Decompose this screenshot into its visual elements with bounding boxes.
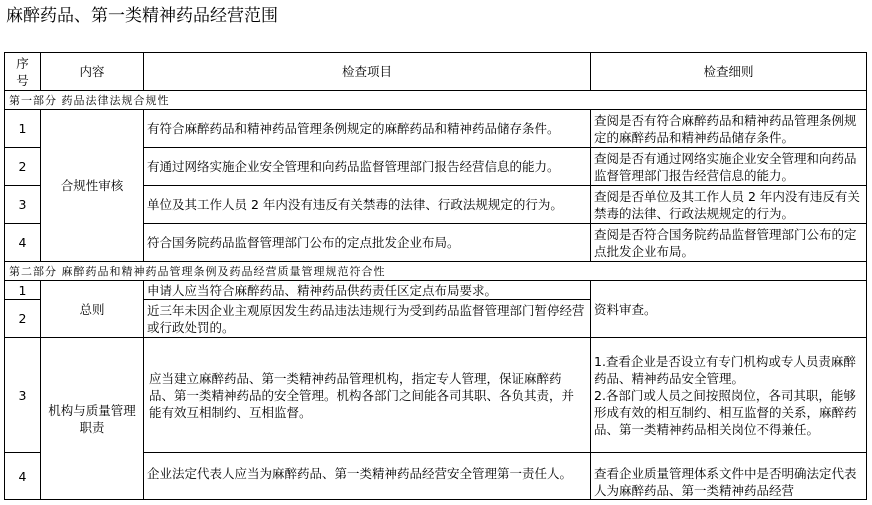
seq-cell: 2 xyxy=(5,148,41,186)
category-cell: 总则 xyxy=(41,281,144,338)
detail-line-1: 1.查看企业是否设立有专门机构或专人员责麻醉药品、精神药品安全管理。 xyxy=(594,353,856,386)
seq-cell: 1 xyxy=(5,110,41,148)
detail-line-2: 2.各部门或人员之间按照岗位，各司其职，能够形成有效的相互制约、相互监督的关系，麻醉药品、第一类精神药品相关岗位不得兼任。 xyxy=(594,387,857,437)
category-cell xyxy=(41,338,144,500)
inspection-table xyxy=(4,52,867,500)
seq-cell: 3 xyxy=(5,186,41,224)
seq-cell: 2 xyxy=(5,300,41,338)
detail-cell: 查阅是否单位及其工作人员 2 年内没有违反有关禁毒的法律、行政法规规定的行为。 xyxy=(591,186,867,224)
seq-cell: 3 xyxy=(5,338,41,453)
item-cell: 符合国务院药品监督管理部门公布的定点批发企业布局。 xyxy=(144,224,591,262)
header-seq: 序号 xyxy=(5,53,41,91)
table-row xyxy=(5,281,867,300)
section-2-label: 第二部分 麻醉药品和精神药品管理条例及药品经营质量管理规范符合性 xyxy=(5,262,867,281)
detail-cell: 查阅是否符合国务院药品监督管理部门公布的定点批发企业布局。 xyxy=(591,224,867,262)
table-header-row xyxy=(5,53,867,91)
item-cell: 有符合麻醉药品和精神药品管理条例规定的麻醉药品和精神药品储存条件。 xyxy=(144,110,591,148)
item-cell: 企业法定代表人应当为麻醉药品、第一类精神药品经营安全管理第一责任人。 xyxy=(144,453,591,500)
detail-cell: 查阅是否有通过网络实施企业安全管理和向药品监督管理部门报告经营信息的能力。 xyxy=(591,148,867,186)
table-row xyxy=(5,110,867,148)
item-cell: 申请人应当符合麻醉药品、精神药品供药责任区定点布局要求。 xyxy=(144,281,591,300)
detail-cell: 查看企业质量管理体系文件中是否明确法定代表人为麻醉药品、第一类精神药品经营 xyxy=(591,453,867,500)
item-cell: 近三年未因企业主观原因发生药品违法违规行为受到药品监督管理部门暂停经营或行政处罚的。 xyxy=(144,300,591,338)
seq-cell: 1 xyxy=(5,281,41,300)
seq-cell: 4 xyxy=(5,453,41,500)
section-row xyxy=(5,262,867,281)
category-cell: 合规性审核 xyxy=(41,110,144,262)
detail-cell xyxy=(591,338,867,453)
header-detail: 检查细则 xyxy=(591,53,867,91)
item-text: 应当建立麻醉药品、第一类精神药品管理机构，指定专人管理，保证麻醉药品、第一类精神药品的安全管理。机构各部门之间能各司其职、各负其责，并能有效互相制约、互相监督。 xyxy=(149,370,575,420)
item-cell: 有通过网络实施企业安全管理和向药品监督管理部门报告经营信息的能力。 xyxy=(144,148,591,186)
detail-cell: 资料审查。 xyxy=(591,281,867,338)
header-item: 检查项目 xyxy=(144,53,591,91)
section-row xyxy=(5,91,867,110)
header-content: 内容 xyxy=(41,53,144,91)
section-1-label: 第一部分 药品法律法规合规性 xyxy=(5,91,867,110)
item-cell: 单位及其工作人员 2 年内没有违反有关禁毒的法律、行政法规规定的行为。 xyxy=(144,186,591,224)
seq-cell: 4 xyxy=(5,224,41,262)
page-title: 麻醉药品、第一类精神药品经营范围 xyxy=(6,6,278,26)
table-row xyxy=(5,338,867,453)
category-label: 机构与质量管理职责 xyxy=(48,402,136,435)
item-cell xyxy=(144,338,591,453)
detail-cell: 查阅是否有符合麻醉药品和精神药品管理条例规定的麻醉药品和精神药品储存条件。 xyxy=(591,110,867,148)
